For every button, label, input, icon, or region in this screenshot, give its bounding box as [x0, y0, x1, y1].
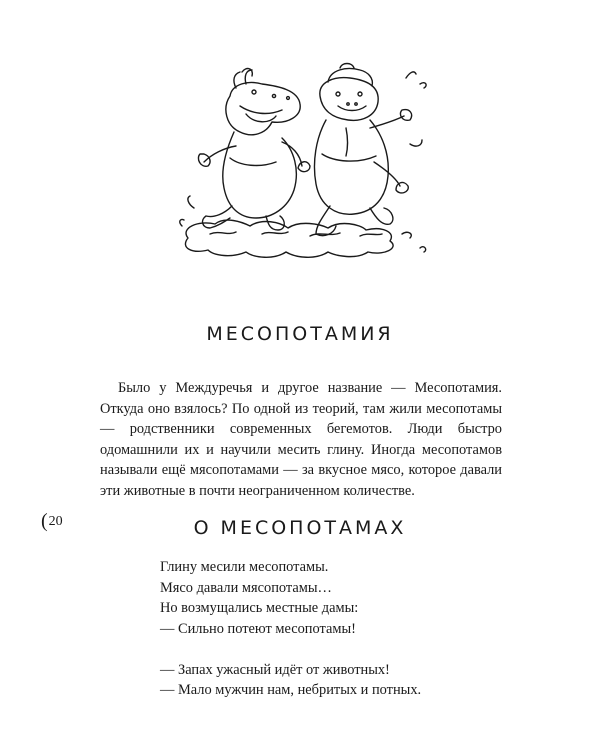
paragraph-text: Было у Междуречья и другое название — Месопотамия. Откуда оно взялось? По одной из теорий, там жили месопотамы — родственники современных бегемотов. Люди быстро одомашнили их и научили месить глину. Иногда месопотамов называли ещё мясопотамами — за вкусное мясо, которое давали эти животные в почти неограниченном количестве.	[100, 380, 502, 499]
poem-line: Но возмущались местные дамы:	[160, 600, 359, 616]
mesopotamia-paragraph	[100, 378, 502, 501]
right-hippo-head	[320, 78, 378, 121]
left-hippo-body	[223, 132, 297, 218]
page-number-value: 20	[48, 514, 63, 529]
poem-line: — Сильно потеют месопотамы!	[160, 620, 356, 637]
poem-line: Глину месили месопотамы.	[160, 559, 329, 575]
left-hippo-head	[226, 83, 300, 135]
poem-line: Мясо давали мясопотамы…	[160, 579, 332, 596]
poem-line: — Мало мужчин нам, небритых и потных.	[160, 682, 422, 698]
hippos-illustration	[170, 58, 440, 263]
section-title-about-mesopotamians: О МЕСОПОТАМАХ	[193, 517, 407, 539]
hippos-drawing	[170, 58, 440, 263]
page-number-bracket: (	[41, 510, 48, 532]
right-hippo-body	[314, 120, 388, 214]
poem	[160, 557, 421, 701]
poem-line: — Запах ужасный идёт от животных!	[160, 661, 390, 678]
poem-stanza-1	[160, 557, 421, 639]
section-title-mesopotamia: МЕСОПОТАМИЯ	[206, 323, 394, 345]
poem-stanza-2	[160, 660, 421, 701]
